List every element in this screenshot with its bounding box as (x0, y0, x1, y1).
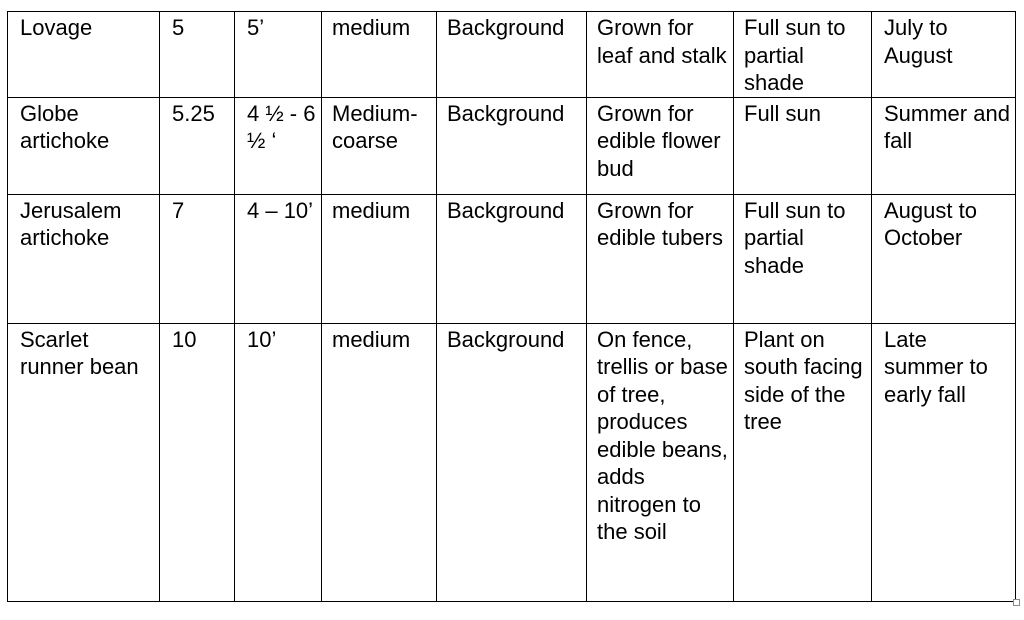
table-row (8, 323, 1016, 601)
season-cell: July to August (872, 12, 1016, 98)
plant-table (7, 11, 1016, 602)
value-cell: 5 (160, 12, 235, 98)
height-cell: 10’ (235, 323, 322, 601)
texture-cell: Medium-coarse (322, 97, 437, 194)
sun-cell: Full sun to partial shade (734, 194, 872, 323)
texture-cell: medium (322, 12, 437, 98)
season-cell: Summer and fall (872, 97, 1016, 194)
placement-cell: Background (437, 12, 587, 98)
texture-cell: medium (322, 323, 437, 601)
placement-cell: Background (437, 194, 587, 323)
plant-name-cell: Globe artichoke (8, 97, 160, 194)
value-cell: 5.25 (160, 97, 235, 194)
height-cell: 4 – 10’ (235, 194, 322, 323)
texture-cell: medium (322, 194, 437, 323)
table-row (8, 12, 1016, 98)
use-cell: Grown for edible tubers (587, 194, 734, 323)
plant-name-cell: Jerusalem artichoke (8, 194, 160, 323)
height-cell: 4 ½ - 6 ½ ‘ (235, 97, 322, 194)
table-resize-handle[interactable] (1013, 599, 1020, 606)
sun-cell: Full sun (734, 97, 872, 194)
use-cell: Grown for edible flower bud (587, 97, 734, 194)
table-row (8, 194, 1016, 323)
plant-name-cell: Scarlet runner bean (8, 323, 160, 601)
season-cell: August to October (872, 194, 1016, 323)
use-cell: Grown for leaf and stalk (587, 12, 734, 98)
placement-cell: Background (437, 323, 587, 601)
height-cell: 5’ (235, 12, 322, 98)
value-cell: 10 (160, 323, 235, 601)
sun-cell: Full sun to partial shade (734, 12, 872, 98)
placement-cell: Background (437, 97, 587, 194)
table-row (8, 97, 1016, 194)
value-cell: 7 (160, 194, 235, 323)
use-cell: On fence, trellis or base of tree, produces edible beans, adds nitrogen to the soil (587, 323, 734, 601)
sun-cell: Plant on south facing side of the tree (734, 323, 872, 601)
plant-name-cell: Lovage (8, 12, 160, 98)
season-cell: Late summer to early fall (872, 323, 1016, 601)
